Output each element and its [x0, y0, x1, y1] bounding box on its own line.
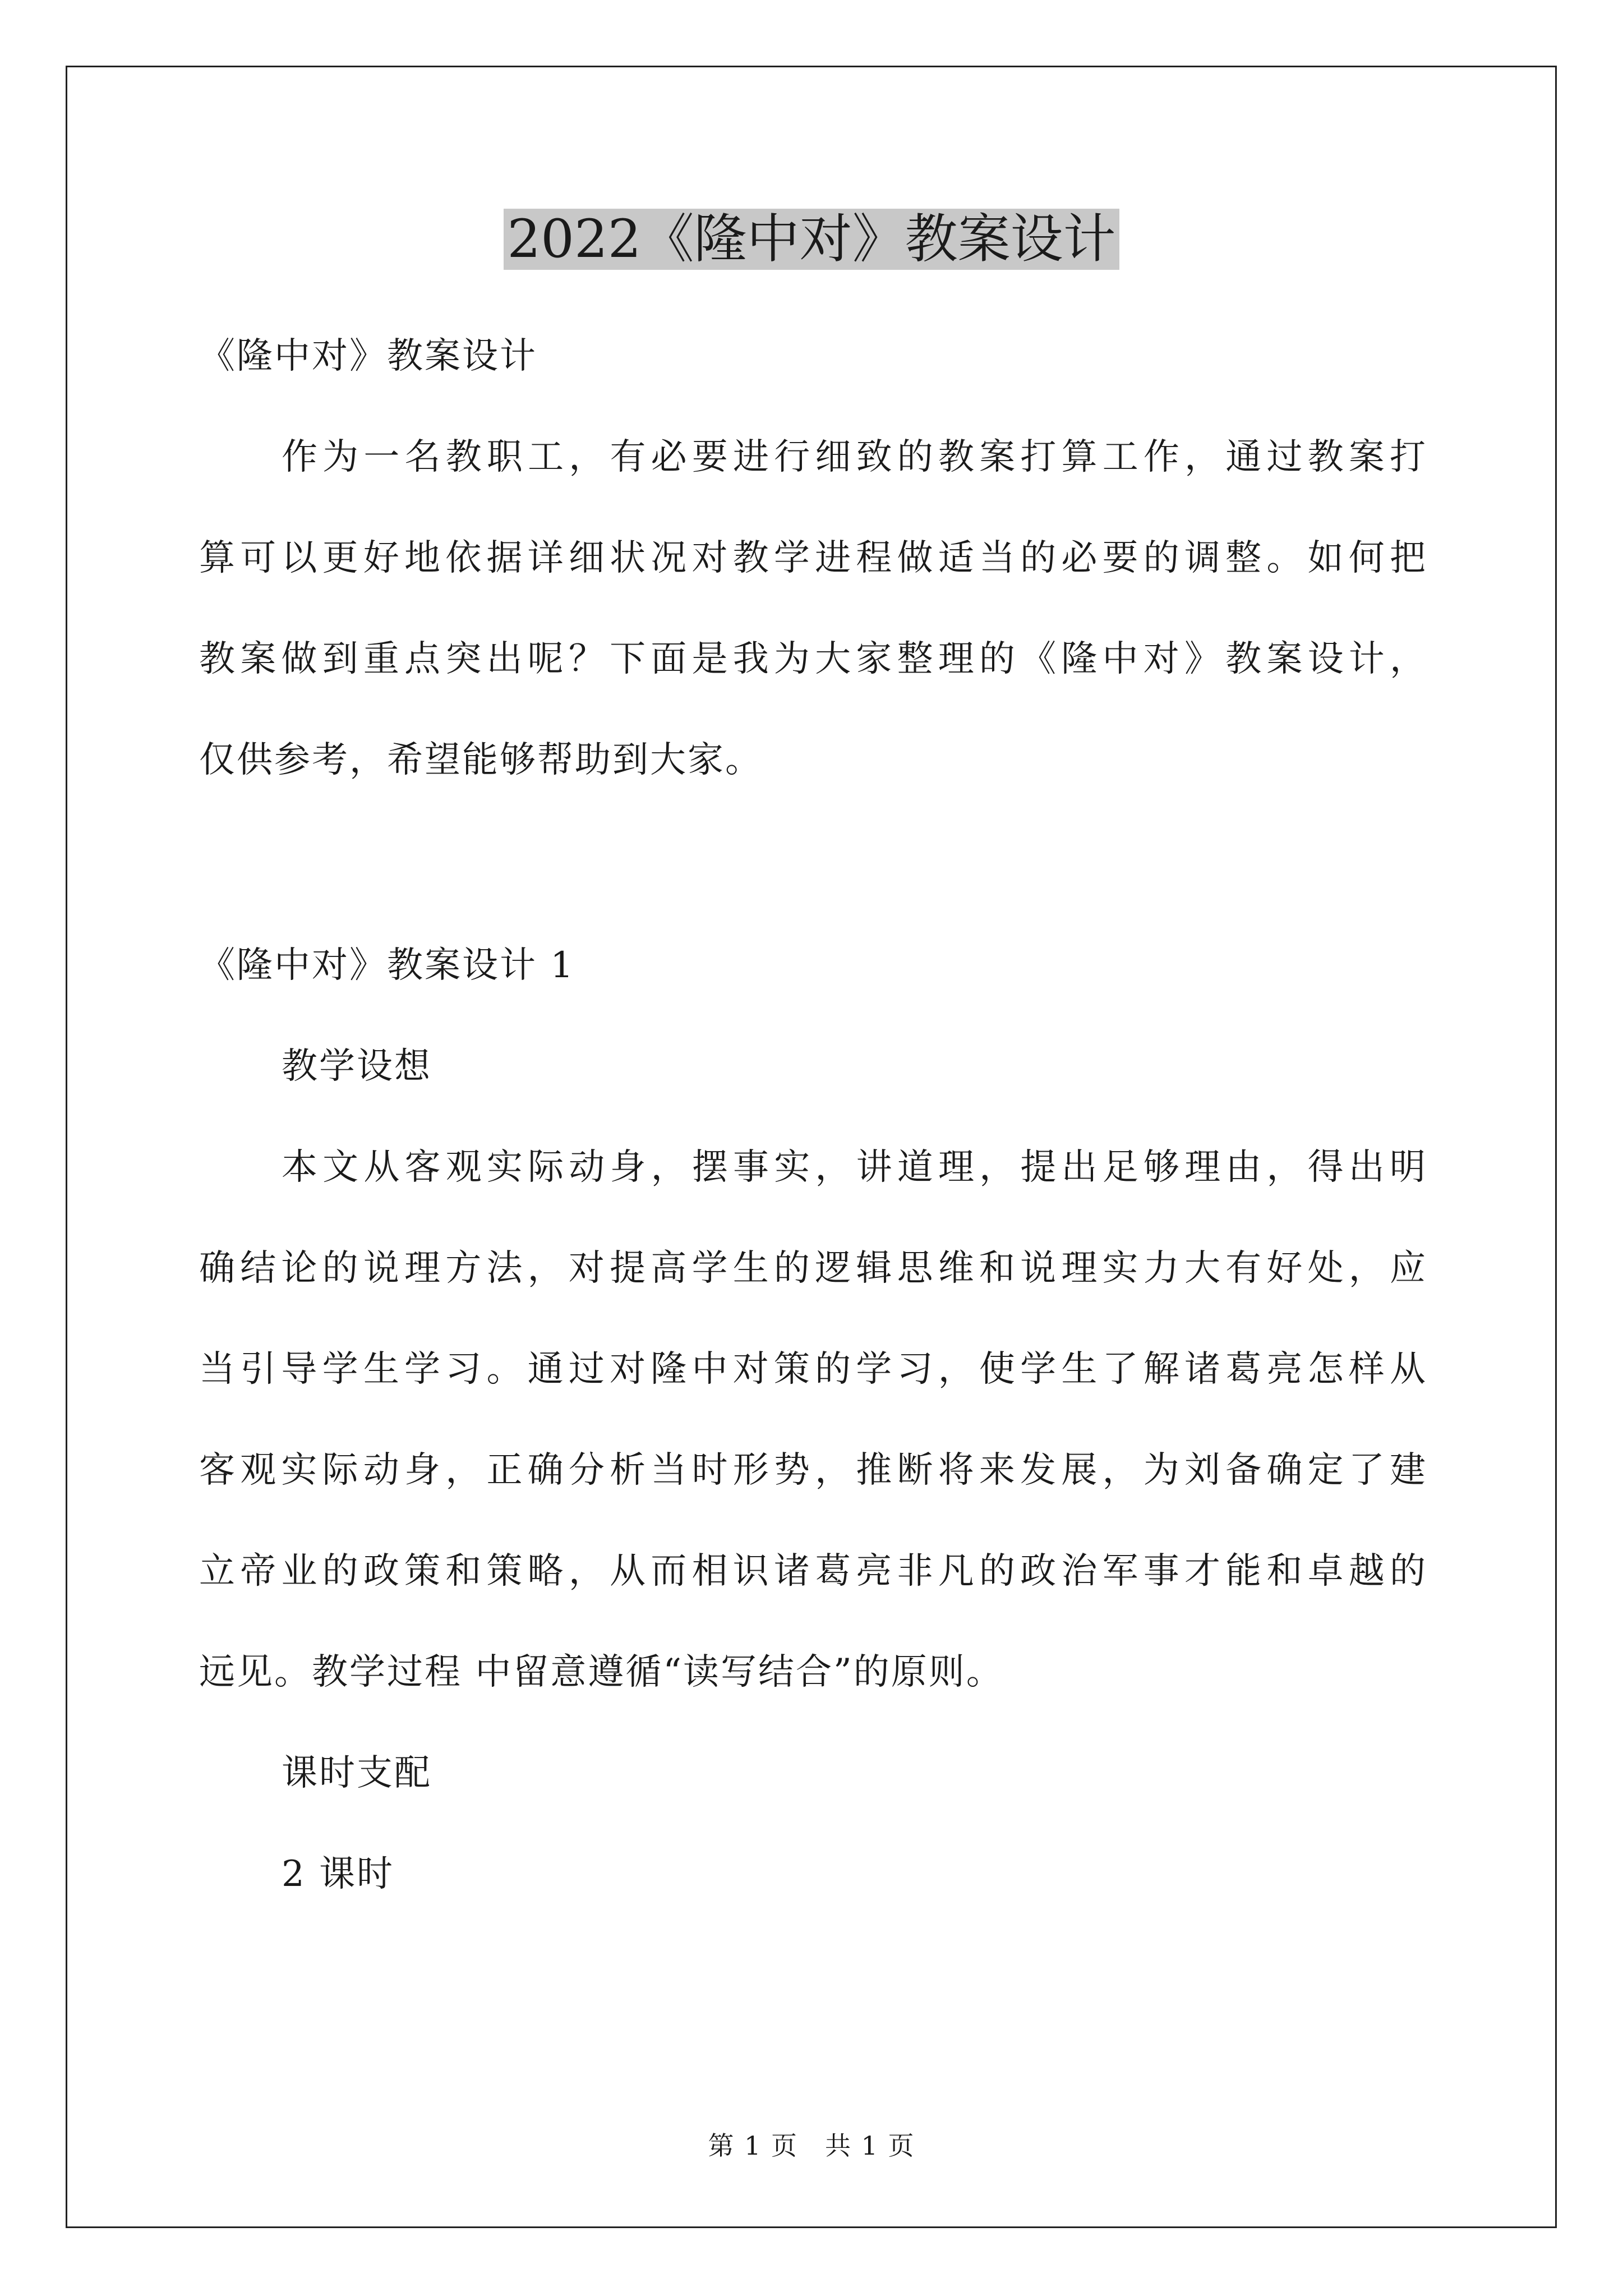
design-line: 远见。教学过程 中留意遵循“读写结合”的原则。 [199, 1651, 1004, 1693]
design-line: 立帝业的政策和策略，从而相识诸葛亮非凡的政治军事才能和卓越的 [199, 1550, 1427, 1592]
design-line: 当引导学生学习。通过对隆中对策的学习，使学生了解诸葛亮怎样从 [199, 1349, 1427, 1390]
section-title: 《隆中对》教案设计 1 [199, 945, 575, 986]
design-line: 确结论的说理方法，对提高学生的逻辑思维和说理实力大有好处，应 [199, 1248, 1427, 1289]
schedule-value: 2 课时 [282, 1853, 395, 1895]
design-line: 本文从客观实际动身，摆事实，讲道理，提出足够理由，得出明 [282, 1147, 1427, 1188]
intro-line: 作为一名教职工，有必要进行细致的教案打算工作，通过教案打 [282, 436, 1427, 478]
document-title [0, 200, 1623, 279]
page-footer: 第 1 页 共 1 页 [708, 2131, 915, 2161]
intro-line: 仅供参考，希望能够帮助到大家。 [199, 739, 763, 781]
document-subtitle: 《隆中对》教案设计 [199, 335, 537, 377]
intro-line: 教案做到重点突出呢？下面是我为大家整理的《隆中对》教案设计， [199, 638, 1427, 680]
intro-line: 算可以更好地依据详细状况对教学进程做适当的必要的调整。如何把 [199, 537, 1427, 579]
design-heading: 教学设想 [282, 1046, 432, 1087]
section-spacer [199, 811, 1427, 915]
document-body [199, 306, 1427, 1925]
design-line: 客观实际动身，正确分析当时形势，推断将来发展，为刘备确定了建 [199, 1450, 1427, 1491]
document-title-text: 2022《隆中对》教案设计 [504, 209, 1119, 270]
schedule-heading: 课时支配 [282, 1752, 432, 1794]
